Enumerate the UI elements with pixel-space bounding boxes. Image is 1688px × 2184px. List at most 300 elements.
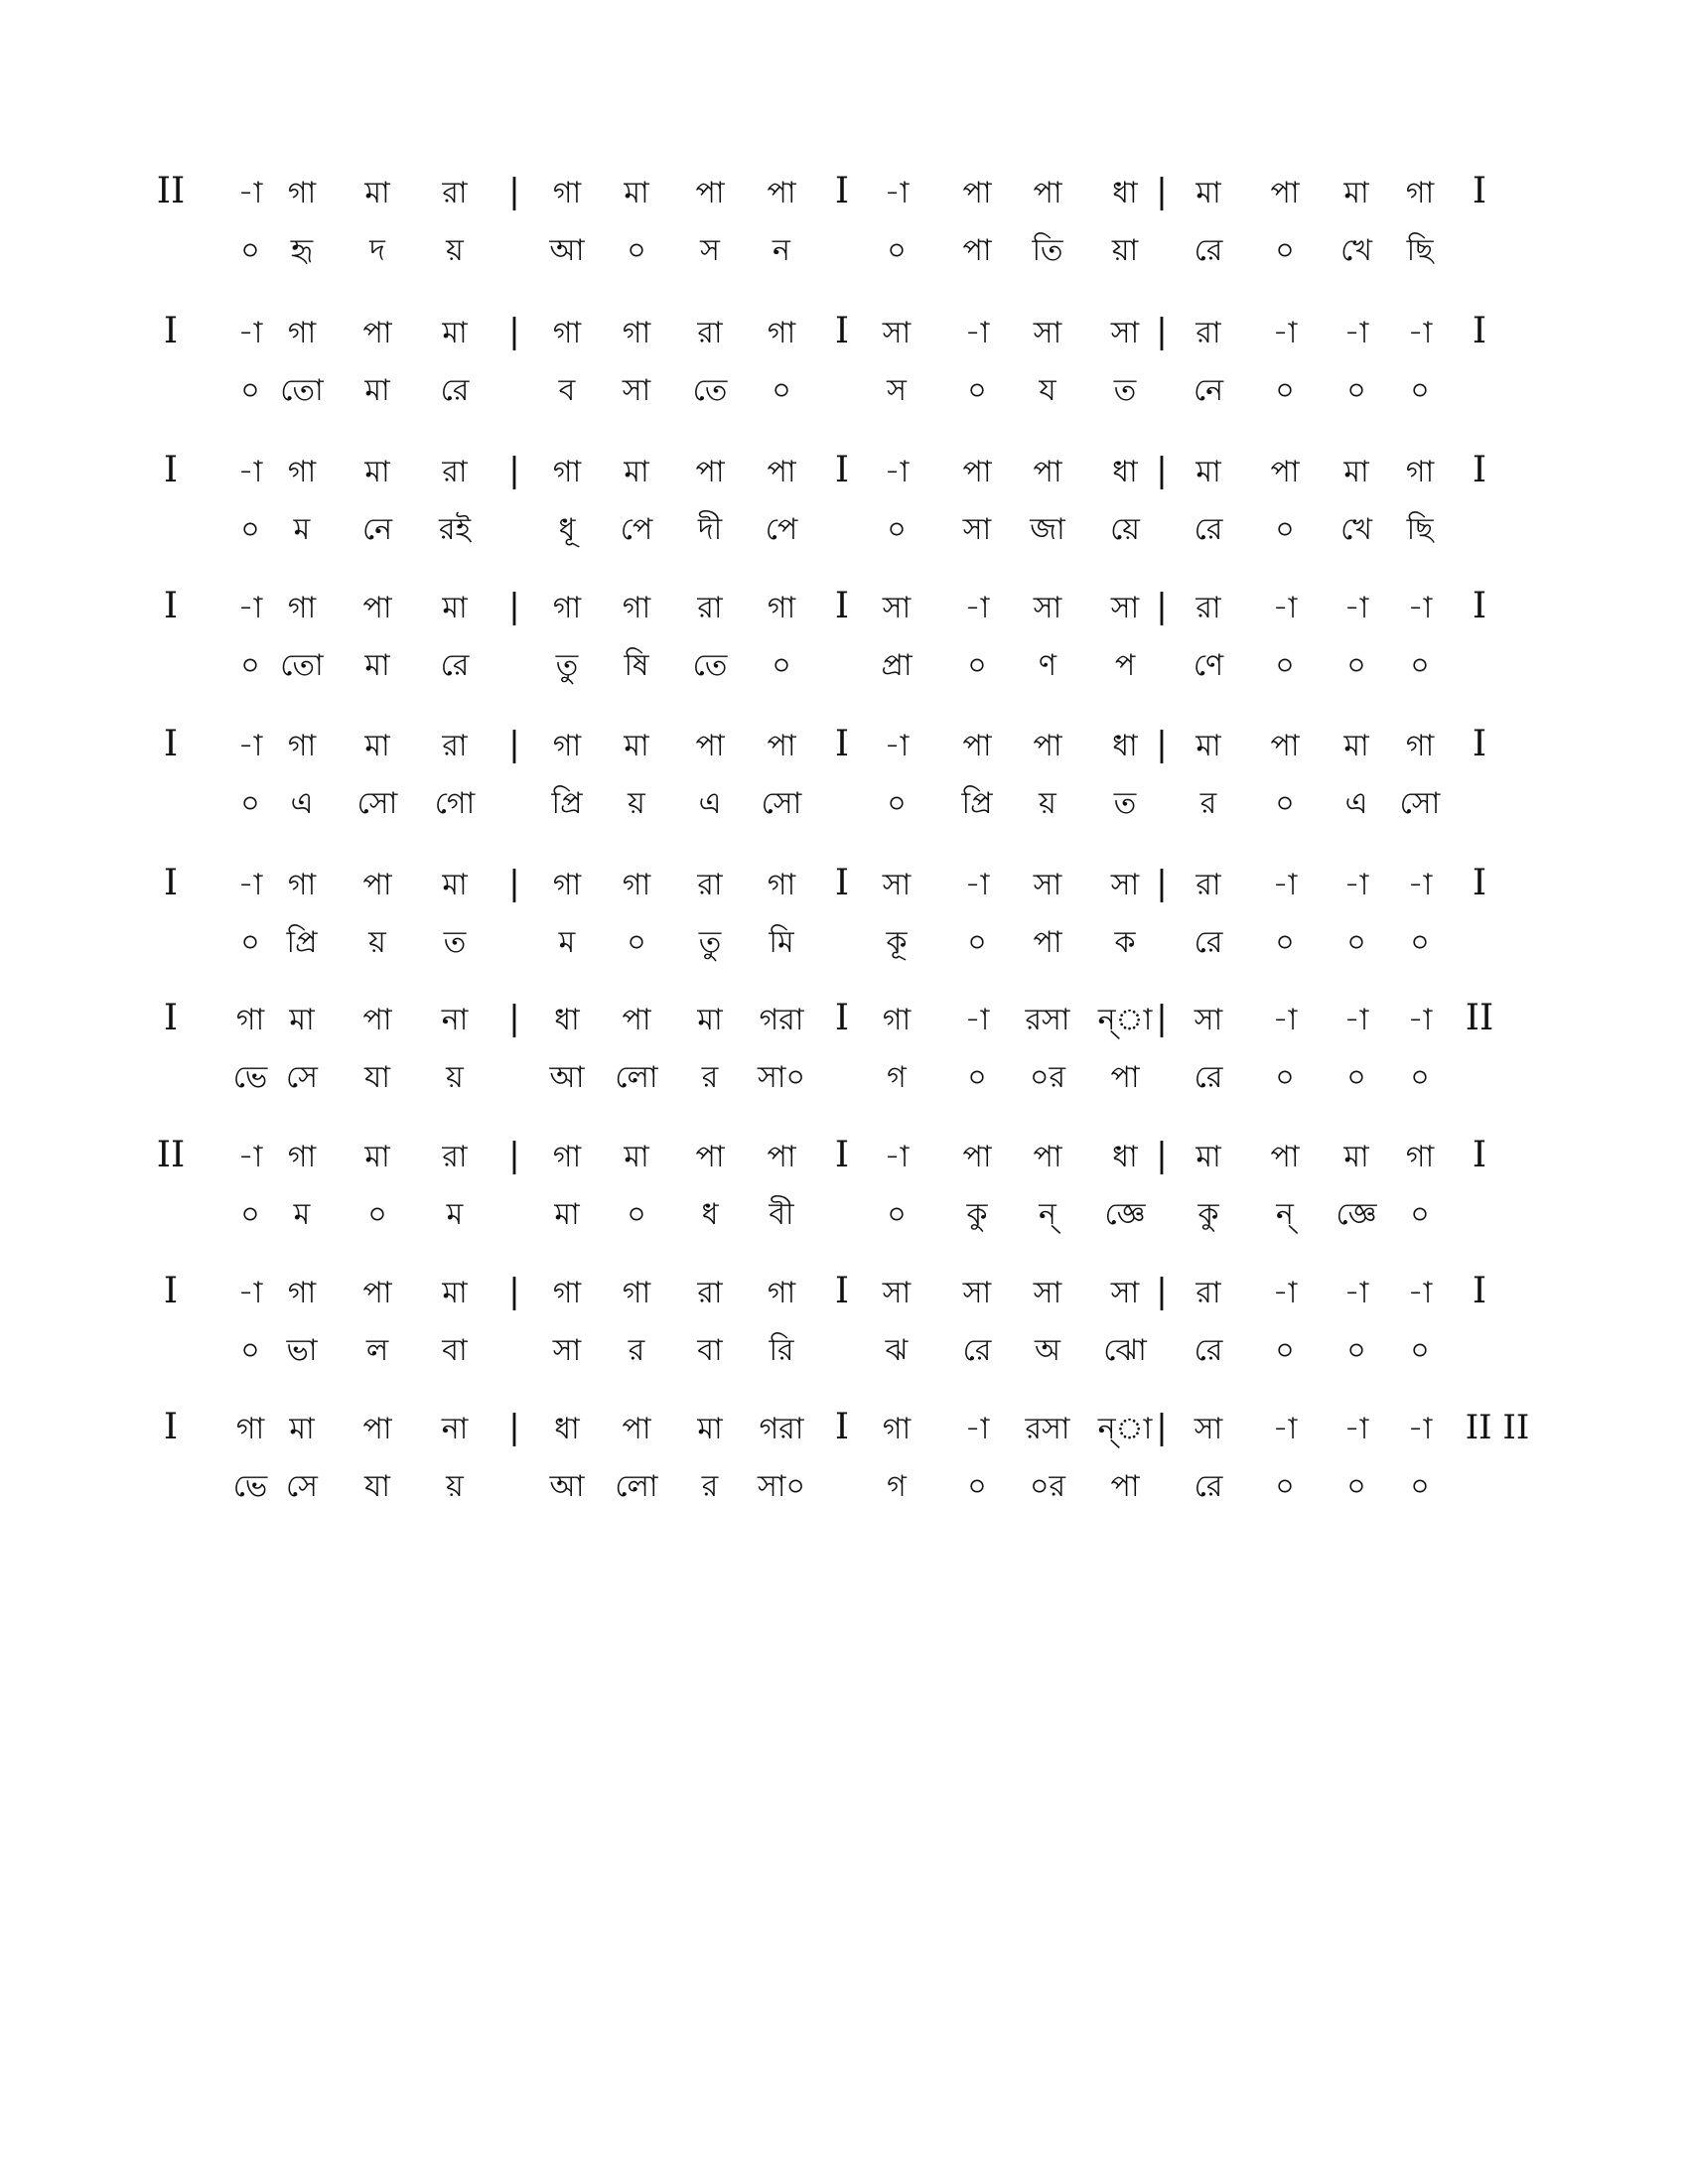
lyric-syllable: রি xyxy=(769,1333,794,1368)
lyric-syllable: রে xyxy=(1194,233,1223,268)
end-barline: I xyxy=(1472,1135,1487,1175)
lyric-syllable: ব xyxy=(558,373,576,408)
lyric-syllable: মা xyxy=(364,648,390,683)
note: গা xyxy=(882,1003,912,1037)
note: মা xyxy=(1196,1140,1221,1174)
note: -া xyxy=(1407,1276,1433,1310)
lyric-syllable: আ xyxy=(549,1060,585,1095)
lyric-syllable: সা xyxy=(552,1333,582,1368)
note: সা xyxy=(1033,868,1062,902)
note: মা xyxy=(1343,455,1369,489)
note: গা xyxy=(287,1140,317,1174)
lyric-syllable: এ xyxy=(698,786,722,821)
note: মা xyxy=(624,729,649,763)
lyric-syllable: মি xyxy=(769,925,794,960)
lyric-syllable: তু xyxy=(698,925,722,960)
end-barline: II xyxy=(1465,998,1494,1038)
lyric-syllable: ভে xyxy=(232,1469,268,1504)
lyric-syllable: ০ xyxy=(1275,373,1295,408)
lyric-syllable: রে xyxy=(1194,1469,1223,1504)
note: মা xyxy=(697,1003,723,1037)
lyric-syllable: য় xyxy=(368,925,386,960)
note: গা xyxy=(552,1140,582,1174)
lyric-syllable: প্রি xyxy=(551,786,583,821)
note: গা xyxy=(287,729,317,763)
lyric-syllable: যা xyxy=(364,1469,390,1504)
start-barline: I xyxy=(163,724,179,764)
note: মা xyxy=(1343,176,1369,210)
beat-separator: | xyxy=(1156,864,1168,903)
note: গরা xyxy=(759,1003,804,1037)
lyric-syllable: ০ xyxy=(1410,373,1430,408)
note: পা xyxy=(695,1140,725,1174)
note: -া xyxy=(237,316,263,350)
start-barline: I xyxy=(163,450,179,490)
start-barline: I xyxy=(163,998,179,1038)
note: পা xyxy=(962,1140,992,1174)
note: ধা xyxy=(1112,176,1138,210)
lyric-syllable: কু xyxy=(1197,1197,1219,1232)
lyric-syllable: ০ xyxy=(240,512,260,547)
note: -া xyxy=(1407,1003,1433,1037)
lyric-syllable: খে xyxy=(1340,512,1372,547)
lyric-syllable: ০ xyxy=(367,1197,387,1232)
note: রা xyxy=(1196,591,1221,625)
lyric-syllable: ০ xyxy=(627,233,646,268)
lyric-syllable: প্রা xyxy=(881,648,913,683)
note: পা xyxy=(362,1276,392,1310)
lyric-syllable: কূ xyxy=(886,925,908,960)
lyric-syllable: দ xyxy=(369,233,385,268)
note: গা xyxy=(1405,729,1435,763)
lyric-syllable: ০ xyxy=(240,373,260,408)
lyric-syllable: ০ xyxy=(772,373,791,408)
note: -া xyxy=(237,591,263,625)
note: সা xyxy=(1194,1003,1223,1037)
note: রা xyxy=(1196,868,1221,902)
lyric-syllable: ০ xyxy=(1346,1060,1366,1095)
note: মা xyxy=(364,176,390,210)
note: ধা xyxy=(1112,729,1138,763)
note: মা xyxy=(1343,1140,1369,1174)
note: পা xyxy=(1033,729,1062,763)
lyric-syllable: স xyxy=(700,233,720,268)
measure-barline: I xyxy=(834,311,850,351)
note: গা xyxy=(552,455,582,489)
lyric-syllable: ০ xyxy=(1410,925,1430,960)
note: পা xyxy=(767,1140,796,1174)
end-barline: I xyxy=(1472,863,1487,903)
lyric-syllable: স xyxy=(887,373,907,408)
lyric-syllable: বা xyxy=(697,1333,723,1368)
lyric-syllable: মা xyxy=(364,373,390,408)
note: -া xyxy=(1272,1412,1298,1446)
note: সা xyxy=(1194,1412,1223,1446)
note: পা xyxy=(1270,455,1300,489)
note: গা xyxy=(882,1412,912,1446)
lyric-syllable: ন্ xyxy=(1276,1197,1294,1232)
note: মা xyxy=(624,455,649,489)
beat-separator: | xyxy=(1156,999,1168,1038)
lyric-syllable: র xyxy=(701,1060,719,1095)
note: গা xyxy=(235,1003,265,1037)
lyric-syllable: ০র xyxy=(1029,1060,1065,1095)
measure-barline: I xyxy=(834,171,850,211)
lyric-syllable: ০ xyxy=(967,925,987,960)
lyric-syllable: ন xyxy=(773,233,790,268)
lyric-syllable: রে xyxy=(1194,925,1223,960)
lyric-syllable: ০ xyxy=(887,1197,907,1232)
lyric-syllable: ০র xyxy=(1029,1469,1065,1504)
lyric-syllable: পে xyxy=(765,512,798,547)
measure-barline: I xyxy=(834,998,850,1038)
note: -া xyxy=(964,1412,990,1446)
lyric-syllable: য xyxy=(1039,373,1056,408)
note: -া xyxy=(884,729,910,763)
note: সা xyxy=(1033,591,1062,625)
lyric-syllable: ন্ xyxy=(1039,1197,1056,1232)
note: মা xyxy=(364,1140,390,1174)
lyric-syllable: ত xyxy=(443,925,467,960)
lyric-syllable: ০ xyxy=(1275,1469,1295,1504)
lyric-syllable: ণ xyxy=(1038,648,1057,683)
lyric-syllable: সে xyxy=(286,1060,318,1095)
lyric-syllable: য় xyxy=(446,1469,464,1504)
note: সা xyxy=(882,1276,912,1310)
note: রসা xyxy=(1025,1003,1070,1037)
note: সা xyxy=(1110,316,1140,350)
measure-barline: I xyxy=(834,1407,850,1447)
end-barline: I xyxy=(1472,1271,1487,1311)
lyric-syllable: পা xyxy=(1033,925,1062,960)
note: -া xyxy=(237,729,263,763)
note: ধা xyxy=(1112,455,1138,489)
note: -া xyxy=(1343,1276,1369,1310)
note: গা xyxy=(287,176,317,210)
note: গা xyxy=(287,868,317,902)
lyric-syllable: ম xyxy=(446,1197,464,1232)
note: গা xyxy=(287,591,317,625)
note: গা xyxy=(1405,455,1435,489)
lyric-syllable: ম xyxy=(558,925,576,960)
note: গা xyxy=(287,1276,317,1310)
note: সা xyxy=(882,591,912,625)
note: না xyxy=(441,1003,469,1037)
note: ধা xyxy=(554,1003,580,1037)
lyric-syllable: সা০ xyxy=(757,1060,806,1095)
note: সা xyxy=(882,868,912,902)
lyric-syllable: গ xyxy=(887,1060,907,1095)
note: -া xyxy=(1343,316,1369,350)
note: রা xyxy=(697,591,723,625)
end-barline: I xyxy=(1472,450,1487,490)
note: রা xyxy=(442,729,468,763)
end-barline: I xyxy=(1472,724,1487,764)
lyric-syllable: গ xyxy=(887,1469,907,1504)
note: মা xyxy=(442,591,468,625)
note: রসা xyxy=(1025,1412,1070,1446)
beat-separator: | xyxy=(508,1272,520,1311)
lyric-syllable: প্রি xyxy=(286,925,318,960)
lyric-syllable: খে xyxy=(1340,233,1372,268)
lyric-syllable: নে xyxy=(361,512,393,547)
note: -া xyxy=(1272,591,1298,625)
note: পা xyxy=(362,316,392,350)
lyric-syllable: ০ xyxy=(1346,925,1366,960)
lyric-syllable: য় xyxy=(1039,786,1056,821)
lyric-syllable: ম xyxy=(293,512,311,547)
lyric-syllable: ০ xyxy=(240,786,260,821)
note: -া xyxy=(1272,1003,1298,1037)
beat-separator: | xyxy=(1156,587,1168,626)
note: -া xyxy=(237,868,263,902)
lyric-syllable: ০ xyxy=(240,1333,260,1368)
lyric-syllable: আ xyxy=(549,1469,585,1504)
lyric-syllable: ম xyxy=(293,1197,311,1232)
lyric-syllable: য়ে xyxy=(1110,512,1140,547)
lyric-syllable: তি xyxy=(1032,233,1063,268)
lyric-syllable: জ্ঞে xyxy=(1104,1197,1146,1232)
note: মা xyxy=(442,316,468,350)
lyric-syllable: লো xyxy=(615,1469,658,1504)
measure-barline: I xyxy=(834,450,850,490)
lyric-syllable: য়া xyxy=(1111,233,1139,268)
note: ধা xyxy=(554,1412,580,1446)
note: পা xyxy=(362,591,392,625)
lyric-syllable: ০ xyxy=(967,648,987,683)
note: গা xyxy=(622,316,651,350)
beat-separator: | xyxy=(1156,172,1168,211)
beat-separator: | xyxy=(1156,312,1168,351)
note: গরা xyxy=(759,1412,804,1446)
lyric-syllable: ক xyxy=(1114,925,1136,960)
lyric-syllable: ধূ xyxy=(558,512,576,547)
beat-separator: | xyxy=(1156,1136,1168,1175)
note: গা xyxy=(622,868,651,902)
beat-separator: | xyxy=(508,312,520,351)
note: রা xyxy=(442,176,468,210)
lyric-syllable: ০ xyxy=(1346,373,1366,408)
lyric-syllable: ছি xyxy=(1406,512,1434,547)
lyric-syllable: পা xyxy=(962,233,992,268)
end-barline: II II xyxy=(1465,1408,1530,1447)
lyric-syllable: পা xyxy=(1110,1060,1140,1095)
notation-line xyxy=(0,586,1688,718)
lyric-syllable: তু xyxy=(555,648,579,683)
note: গা xyxy=(552,868,582,902)
lyric-syllable: য় xyxy=(446,1060,464,1095)
note: মা xyxy=(442,868,468,902)
note: -া xyxy=(884,1140,910,1174)
note: সা xyxy=(882,316,912,350)
lyric-syllable: সো xyxy=(1399,786,1441,821)
note: -া xyxy=(1272,316,1298,350)
measure-barline: I xyxy=(834,1135,850,1175)
note: পা xyxy=(622,1003,651,1037)
note: মা xyxy=(1343,729,1369,763)
lyric-syllable: য় xyxy=(446,233,464,268)
measure-barline: I xyxy=(834,586,850,626)
lyric-syllable: বা xyxy=(442,1333,468,1368)
lyric-syllable: ০ xyxy=(1275,1060,1295,1095)
note: -া xyxy=(884,176,910,210)
note: -া xyxy=(1343,868,1369,902)
lyric-syllable: ০ xyxy=(967,373,987,408)
lyric-syllable: জ্ঞে xyxy=(1336,1197,1377,1232)
note: সা xyxy=(962,1276,992,1310)
note: -া xyxy=(237,1140,263,1174)
lyric-syllable: ত xyxy=(1113,373,1137,408)
note: -া xyxy=(1272,1276,1298,1310)
note: -া xyxy=(1343,591,1369,625)
lyric-syllable: রই xyxy=(438,512,472,547)
end-barline: I xyxy=(1472,171,1487,211)
beat-separator: | xyxy=(1156,1408,1168,1447)
note: গা xyxy=(552,729,582,763)
beat-separator: | xyxy=(508,172,520,211)
note: মা xyxy=(697,1412,723,1446)
lyric-syllable: রে xyxy=(440,373,470,408)
notation-line xyxy=(0,724,1688,856)
note: ন্া xyxy=(1097,1003,1153,1037)
lyric-syllable: ০ xyxy=(240,925,260,960)
measure-barline: I xyxy=(834,863,850,903)
lyric-syllable: লো xyxy=(615,1060,658,1095)
lyric-syllable: যা xyxy=(364,1060,390,1095)
notation-line xyxy=(0,998,1688,1130)
note: রা xyxy=(697,1276,723,1310)
start-barline: I xyxy=(163,586,179,626)
note: -া xyxy=(1343,1412,1369,1446)
lyric-syllable: ০ xyxy=(887,512,907,547)
lyric-syllable: বী xyxy=(769,1197,794,1232)
note: মা xyxy=(624,176,649,210)
note: পা xyxy=(962,455,992,489)
lyric-syllable: ০ xyxy=(1410,648,1430,683)
note: গা xyxy=(235,1412,265,1446)
note: পা xyxy=(767,176,796,210)
note: সা xyxy=(1033,1276,1062,1310)
note: পা xyxy=(1270,176,1300,210)
start-barline: II xyxy=(156,171,186,211)
lyric-syllable: ণে xyxy=(1193,648,1224,683)
start-barline: I xyxy=(163,863,179,903)
note: সা xyxy=(1110,591,1140,625)
note: -া xyxy=(1407,591,1433,625)
lyric-syllable: ০ xyxy=(1346,1333,1366,1368)
beat-separator: | xyxy=(508,587,520,626)
note: পা xyxy=(362,1412,392,1446)
lyric-syllable: ভা xyxy=(286,1333,318,1368)
lyric-syllable: ০ xyxy=(967,1469,987,1504)
note: রা xyxy=(697,316,723,350)
note: সা xyxy=(1033,316,1062,350)
lyric-syllable: ০ xyxy=(1346,1469,1366,1504)
lyric-syllable: ০ xyxy=(1346,648,1366,683)
note: পা xyxy=(1033,455,1062,489)
measure-barline: I xyxy=(834,1271,850,1311)
note: রা xyxy=(442,455,468,489)
lyric-syllable: সা০ xyxy=(757,1469,806,1504)
note: গা xyxy=(767,316,796,350)
lyric-syllable: ০ xyxy=(627,925,646,960)
note: গা xyxy=(1405,1140,1435,1174)
lyric-syllable: ০ xyxy=(1275,786,1295,821)
note: -া xyxy=(237,1276,263,1310)
note: রা xyxy=(1196,1276,1221,1310)
lyric-syllable: সো xyxy=(761,786,802,821)
lyric-syllable: ০ xyxy=(1410,1333,1430,1368)
lyric-syllable: দী xyxy=(697,512,723,547)
note: -া xyxy=(964,1003,990,1037)
lyric-syllable: ০ xyxy=(967,1060,987,1095)
note: পা xyxy=(695,729,725,763)
lyric-syllable: এ xyxy=(290,786,314,821)
note: মা xyxy=(364,729,390,763)
note: গা xyxy=(552,591,582,625)
lyric-syllable: ০ xyxy=(627,1197,646,1232)
lyric-syllable: প xyxy=(1114,648,1136,683)
beat-separator: | xyxy=(508,451,520,490)
start-barline: II xyxy=(156,1135,186,1175)
lyric-syllable: ০ xyxy=(887,233,907,268)
note: পা xyxy=(695,176,725,210)
note: মা xyxy=(624,1140,649,1174)
lyric-syllable: জা xyxy=(1030,512,1065,547)
lyric-syllable: ধ xyxy=(701,1197,719,1232)
beat-separator: | xyxy=(1156,725,1168,764)
lyric-syllable: ষি xyxy=(624,648,649,683)
note: -া xyxy=(964,868,990,902)
note: -া xyxy=(1407,1412,1433,1446)
lyric-syllable: ০ xyxy=(1275,233,1295,268)
start-barline: I xyxy=(163,1271,179,1311)
lyric-syllable: ০ xyxy=(240,648,260,683)
note: গা xyxy=(1405,176,1435,210)
lyric-syllable: কু xyxy=(966,1197,988,1232)
note: -া xyxy=(237,455,263,489)
note: মা xyxy=(1196,176,1221,210)
note: পা xyxy=(1033,176,1062,210)
lyric-syllable: ত xyxy=(1113,786,1137,821)
note: ধা xyxy=(1112,1140,1138,1174)
lyric-syllable: ছি xyxy=(1406,233,1434,268)
lyric-syllable: মা xyxy=(554,1197,580,1232)
note: পা xyxy=(767,455,796,489)
beat-separator: | xyxy=(508,1408,520,1447)
note: রা xyxy=(697,868,723,902)
lyric-syllable: অ xyxy=(1035,1333,1060,1368)
beat-separator: | xyxy=(508,725,520,764)
measure-barline: I xyxy=(834,724,850,764)
note: মা xyxy=(289,1412,315,1446)
lyric-syllable: রে xyxy=(962,1333,992,1368)
lyric-syllable: গো xyxy=(434,786,476,821)
start-barline: I xyxy=(163,1407,179,1447)
beat-separator: | xyxy=(508,864,520,903)
note: মা xyxy=(442,1276,468,1310)
note: রা xyxy=(442,1140,468,1174)
lyric-syllable: ০ xyxy=(887,786,907,821)
note: পা xyxy=(1033,1140,1062,1174)
notation-line xyxy=(0,1135,1688,1267)
end-barline: I xyxy=(1472,586,1487,626)
note: গা xyxy=(767,1276,796,1310)
lyric-syllable: ০ xyxy=(1275,1333,1295,1368)
note: গা xyxy=(287,455,317,489)
lyric-syllable: এ xyxy=(1344,786,1368,821)
note: -া xyxy=(964,316,990,350)
